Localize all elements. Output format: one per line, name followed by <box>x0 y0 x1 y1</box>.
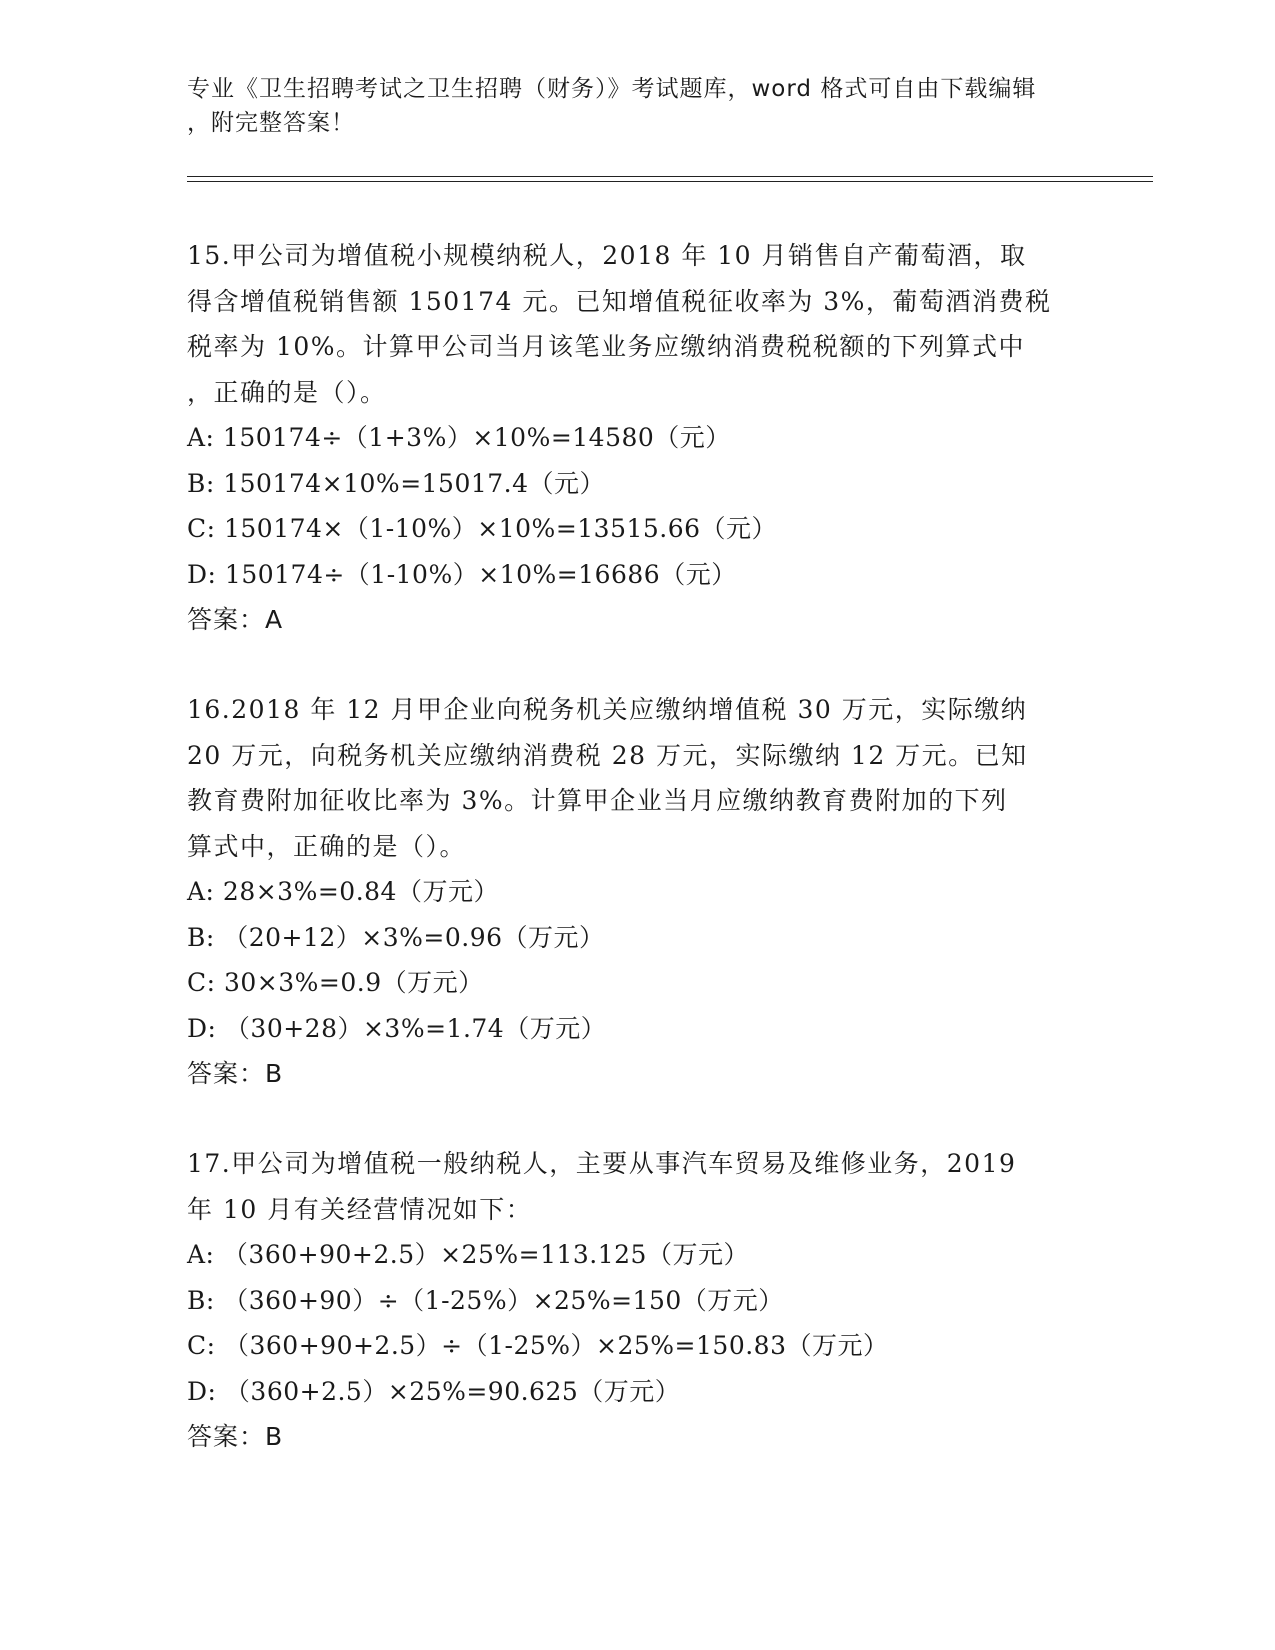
option-a: A: （360+90+2.5）×25%=113.125（万元） <box>187 1240 749 1269</box>
question-stem-line: 算式中，正确的是（）。 <box>187 831 467 861</box>
header-divider-top <box>187 176 1153 177</box>
option-c: C: 30×3%=0.9（万元） <box>187 968 484 997</box>
option-b: B: 150174×10%=15017.4（元） <box>187 468 606 498</box>
option-d: D: 150174÷（1-10%）×10%=16686（元） <box>187 559 737 589</box>
question-stem-line: 年 10 月有关经营情况如下： <box>187 1194 533 1224</box>
option-c: C: （360+90+2.5）÷（1-25%）×25%=150.83（万元） <box>187 1331 889 1360</box>
option-c: C: 150174×（1-10%）×10%=13515.66（元） <box>187 514 778 543</box>
answer-label: 答案：B <box>187 1059 284 1088</box>
question-stem-line: 16.2018 年 12 月甲企业向税务机关应缴纳增值税 30 万元，实际缴纳 <box>187 695 1028 724</box>
question-16 <box>187 687 1087 1097</box>
question-stem-line: ，正确的是（）。 <box>187 377 387 407</box>
question-stem-line: 税率为 10%。计算甲公司当月该笔业务应缴纳消费税税额的下列算式中 <box>187 332 1026 361</box>
option-b: B: （360+90）÷（1-25%）×25%=150（万元） <box>187 1285 784 1315</box>
answer-label: 答案：B <box>187 1422 284 1451</box>
option-a: A: 150174÷（1+3%）×10%=14580（元） <box>187 423 731 452</box>
header-divider-bottom <box>187 181 1153 182</box>
answer-label: 答案：A <box>187 605 284 634</box>
option-d: D: （360+2.5）×25%=90.625（万元） <box>187 1376 681 1406</box>
question-stem-line: 20 万元，向税务机关应缴纳消费税 28 万元，实际缴纳 12 万元。已知 <box>187 740 1028 770</box>
option-a: A: 28×3%=0.84（万元） <box>187 877 499 906</box>
document-header <box>187 72 1087 140</box>
header-line-2: ，附完整答案！ <box>187 110 355 136</box>
header-line-1: 专业《卫生招聘考试之卫生招聘（财务）》考试题库，word 格式可自由下载编辑 <box>187 76 1037 102</box>
question-15 <box>187 233 1087 643</box>
question-stem-line: 17.甲公司为增值税一般纳税人，主要从事汽车贸易及维修业务，2019 <box>187 1149 1017 1178</box>
question-stem-line: 15.甲公司为增值税小规模纳税人，2018 年 10 月销售自产葡萄酒，取 <box>187 241 1027 270</box>
option-b: B: （20+12）×3%=0.96（万元） <box>187 922 605 952</box>
option-d: D: （30+28）×3%=1.74（万元） <box>187 1013 607 1043</box>
question-17 <box>187 1141 1087 1460</box>
question-stem-line: 得含增值税销售额 150174 元。已知增值税征收率为 3%，葡萄酒消费税 <box>187 286 1052 316</box>
question-stem-line: 教育费附加征收比率为 3%。计算甲企业当月应缴纳教育费附加的下列 <box>187 786 1008 815</box>
